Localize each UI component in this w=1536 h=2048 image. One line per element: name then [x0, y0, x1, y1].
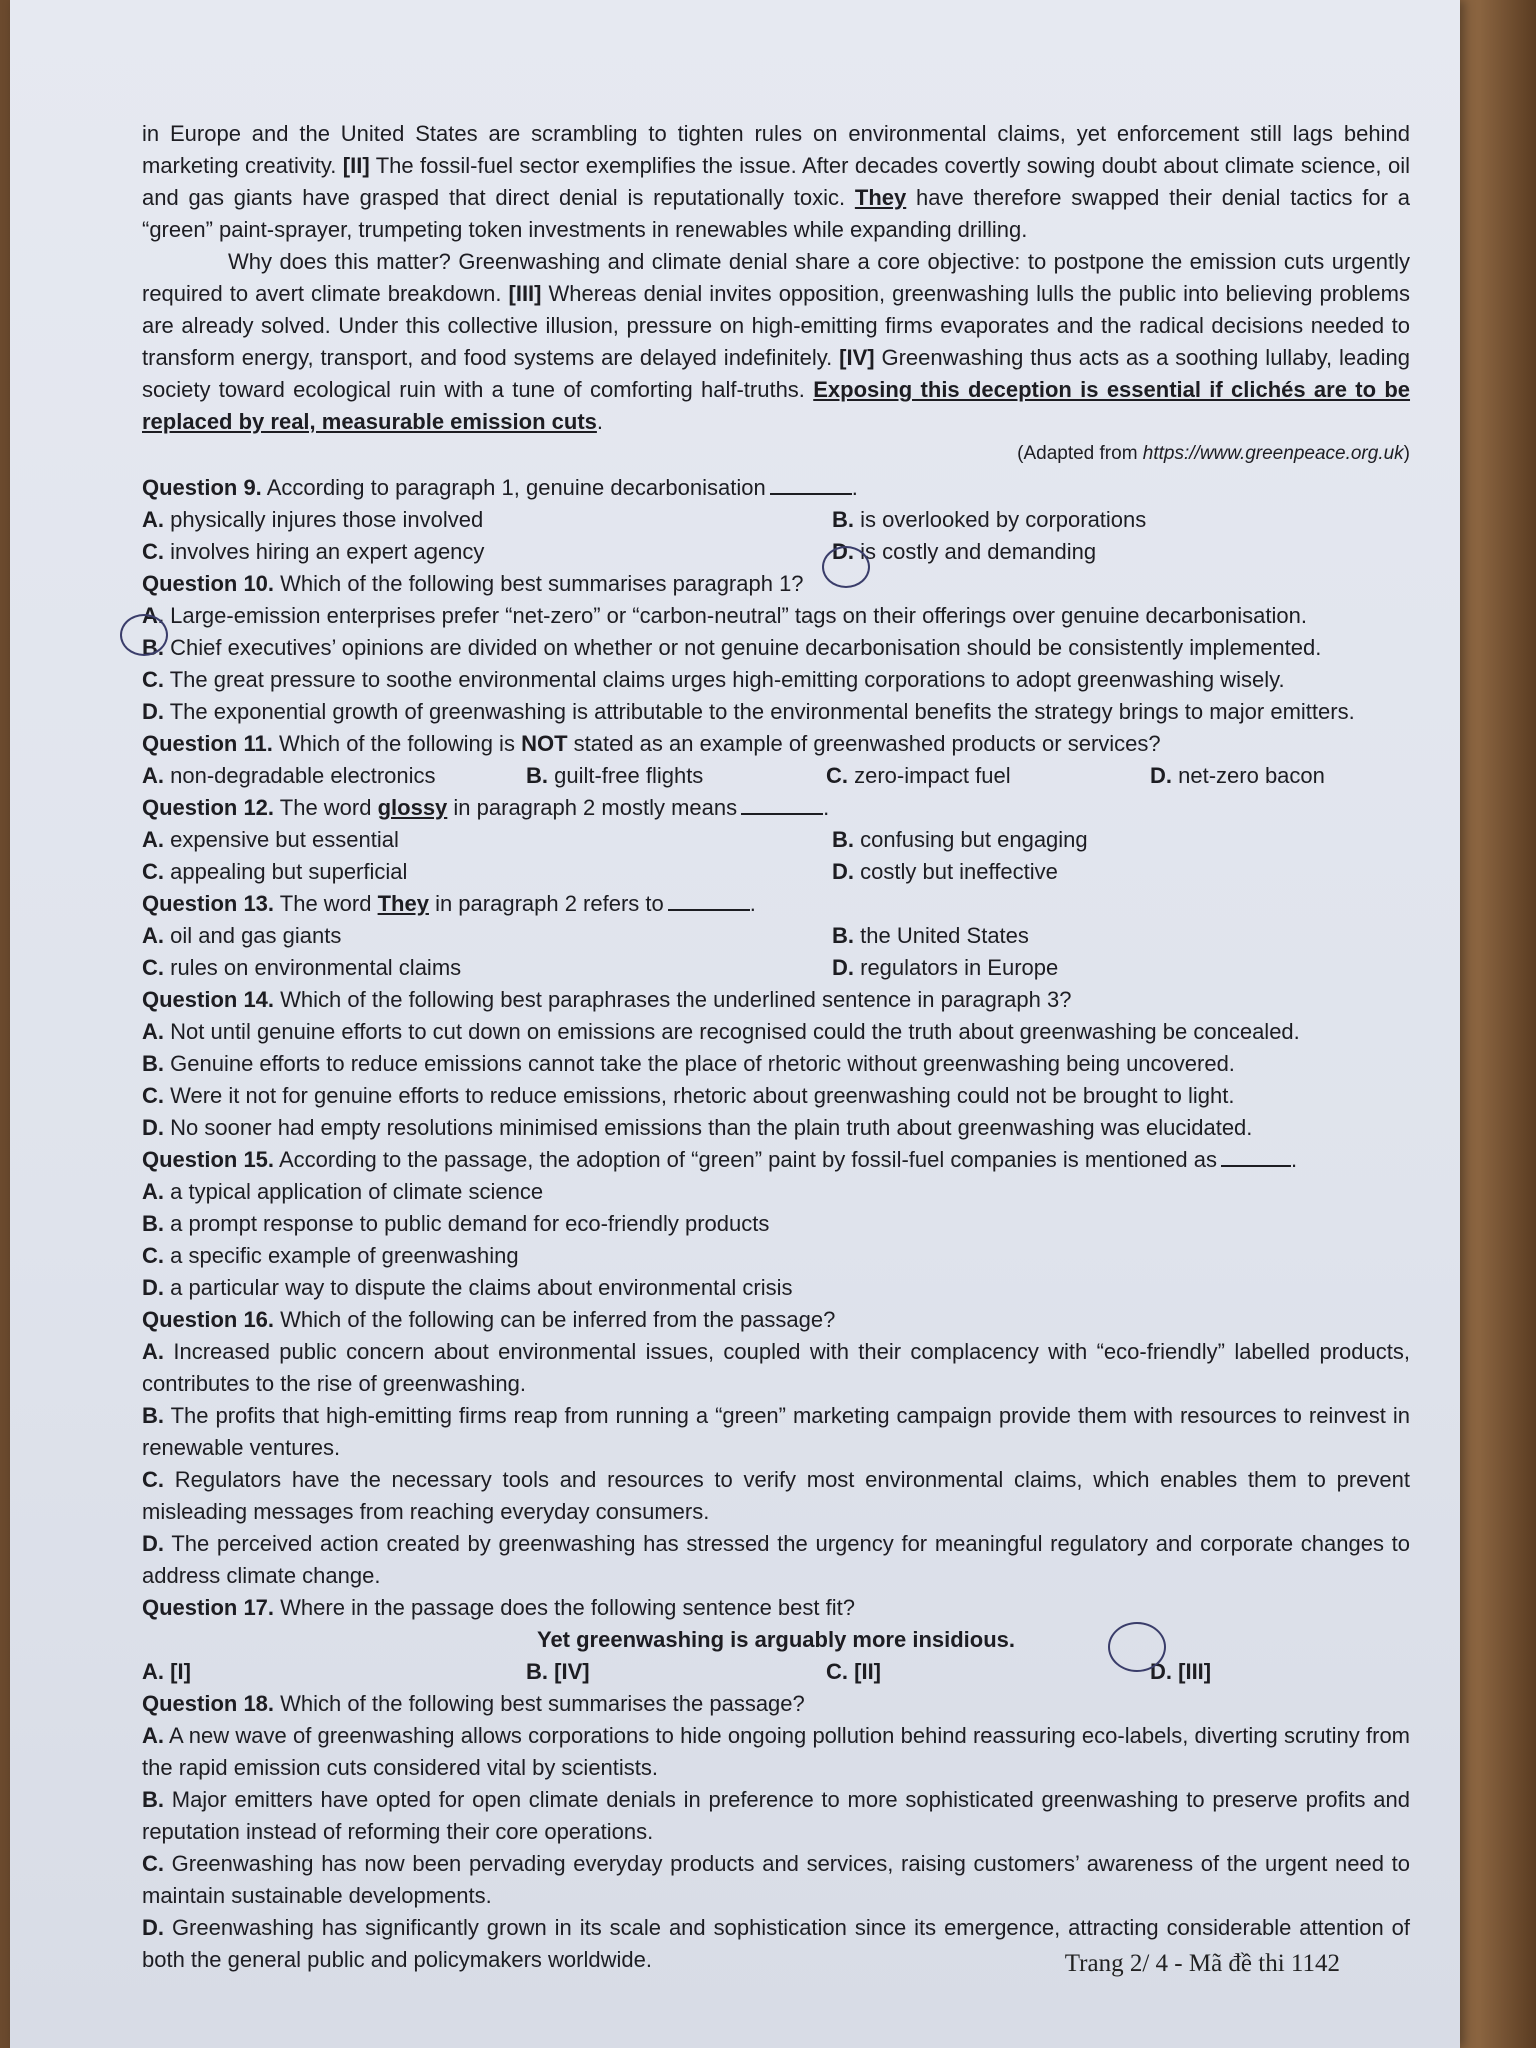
option-c[interactable]: C. rules on environmental claims	[142, 955, 462, 980]
question-12: Question 12. The word glossy in paragraph 2 mostly means .	[142, 795, 830, 820]
option-b[interactable]: B. Major emitters have opted for open climate denials in preference to more sophisticated greenwashing to preserve profits and reputation instead of reforming their core operations.	[142, 1787, 1411, 1844]
option-b[interactable]: B. Chief executives’ opinions are divided on whether or not genuine decarbonisation should be consistently implemented.	[142, 635, 1322, 660]
question-17: Question 17. Where in the passage does the following sentence best fit?	[142, 1595, 855, 1620]
answer-circle	[1108, 1622, 1166, 1672]
question-14: Question 14. Which of the following best paraphrases the underlined sentence in paragraph 3?	[142, 987, 1072, 1012]
option-b[interactable]: B. confusing but engaging	[832, 827, 1088, 852]
option-c[interactable]: C. Greenwashing has now been pervading everyday products and services, raising customers’ awareness of the urgent need to maintain sustainable developments.	[142, 1851, 1410, 1908]
question-13-options	[142, 920, 1410, 984]
answer-circle	[120, 614, 168, 656]
question-9: Question 9. According to paragraph 1, genuine decarbonisation .	[142, 475, 858, 500]
option-a[interactable]: A. A new wave of greenwashing allows corporations to hide ongoing pollution behind reassuring eco-labels, diverting scrutiny from the rapid emission cuts considered vital by scientists.	[142, 1723, 1411, 1780]
option-b[interactable]: B. The profits that high-emitting firms reap from running a “green” marketing campaign provide them with resources to reinvest in renewable ventures.	[142, 1403, 1410, 1460]
option-d[interactable]: D. No sooner had empty resolutions minimised emissions than the plain truth about greenwashing was elucidated.	[142, 1115, 1253, 1140]
question-17-options	[142, 1656, 1410, 1688]
question-13: Question 13. The word They in paragraph 2 refers to .	[142, 891, 756, 916]
underlined-sentence: Exposing this deception is essential if clichés are to be replaced by real, measurable emission cuts	[142, 377, 1411, 434]
option-b[interactable]: B. [IV]	[526, 1659, 590, 1684]
option-b[interactable]: B. Genuine efforts to reduce emissions cannot take the place of rhetoric without greenwashing being uncovered.	[142, 1051, 1235, 1076]
option-d[interactable]: D. a particular way to dispute the claims about environmental crisis	[142, 1275, 793, 1300]
option-a[interactable]: A. Not until genuine efforts to cut down on emissions are recognised could the truth about greenwashing be concealed.	[142, 1019, 1300, 1044]
option-b[interactable]: B. is overlooked by corporations	[832, 507, 1147, 532]
option-d[interactable]: D. [III]	[1150, 1659, 1212, 1684]
question-12-options	[142, 824, 1410, 888]
option-c[interactable]: C. Regulators have the necessary tools and resources to verify most environmental claims, which enables them to prevent misleading messages from reaching everyday consumers.	[142, 1467, 1410, 1524]
option-a[interactable]: A. physically injures those involved	[142, 507, 484, 532]
question-15: Question 15. According to the passage, the adoption of “green” paint by fossil-fuel companies is mentioned as .	[142, 1147, 1298, 1172]
option-c[interactable]: C. appealing but superficial	[142, 859, 408, 884]
option-a[interactable]: A. [I]	[142, 1659, 191, 1684]
question-9-options	[142, 504, 1410, 568]
option-a[interactable]: A. Large-emission enterprises prefer “net-zero” or “carbon-neutral” tags on their offerings over genuine decarbonisation.	[142, 603, 1307, 628]
option-a[interactable]: A. a typical application of climate science	[142, 1179, 544, 1204]
question-11-options	[142, 760, 1410, 792]
option-a[interactable]: A. oil and gas giants	[142, 923, 342, 948]
option-c[interactable]: C. The great pressure to soothe environmental claims urges high-emitting corporations to adopt greenwashing wisely.	[142, 667, 1285, 692]
question-16: Question 16. Which of the following can be inferred from the passage?	[142, 1307, 836, 1332]
option-b[interactable]: B. a prompt response to public demand for eco-friendly products	[142, 1211, 770, 1236]
option-d[interactable]: D. The perceived action created by greenwashing has stressed the urgency for meaningful regulatory and corporate changes to address climate change.	[142, 1531, 1410, 1588]
option-c[interactable]: C. a specific example of greenwashing	[142, 1243, 519, 1268]
option-d[interactable]: D. costly but ineffective	[832, 859, 1058, 884]
insert-sentence: Yet greenwashing is arguably more insidious.	[536, 1627, 1016, 1652]
option-d[interactable]: D. is costly and demanding	[832, 539, 1097, 564]
option-d[interactable]: D. Greenwashing has significantly grown in its scale and sophistication since its emergence, attracting considerable attention of both the general public and policymakers worldwide.	[142, 1915, 1410, 1972]
option-a[interactable]: A. expensive but essential	[142, 827, 399, 852]
option-b[interactable]: B. the United States	[832, 923, 1029, 948]
question-11: Question 11. Which of the following is NOT stated as an example of greenwashed products or services?	[142, 731, 1161, 756]
option-c[interactable]: C. involves hiring an expert agency	[142, 539, 485, 564]
question-18: Question 18. Which of the following best summarises the passage?	[142, 1691, 805, 1716]
option-d[interactable]: D. net-zero bacon	[1150, 763, 1325, 788]
passage-paragraph-3: Why does this matter? Greenwashing and climate denial share a core objective: to postpone the emission cuts urgently required to avert climate breakdown. [III] Whereas denial invites opposition, greenwashing lulls the public into believing problems are already solved. Under this collective illusion, pressure on high-emitting firms evaporates and the radical decisions needed to transform energy, transport, and food systems are delayed indefinitely. [IV] Greenwashing thus acts as a soothing lullaby, leading society toward ecological ruin with a tune of comforting half-truths. Exposing this deception is essential if clichés are to be replaced by real, measurable emission cuts.	[142, 249, 1411, 434]
option-d[interactable]: D. The exponential growth of greenwashing is attributable to the environmental benefits the strategy brings to major emitters.	[142, 699, 1355, 724]
question-10: Question 10. Which of the following best summarises paragraph 1?	[142, 571, 804, 596]
option-a[interactable]: A. Increased public concern about environmental issues, coupled with their complacency with “eco-friendly” labelled products, contributes to the rise of greenwashing.	[142, 1339, 1410, 1396]
option-d[interactable]: D. regulators in Europe	[832, 955, 1059, 980]
answer-circle	[822, 546, 870, 588]
option-a[interactable]: A. non-degradable electronics	[142, 763, 436, 788]
source-citation: (Adapted from https://www.greenpeace.org.uk)	[1017, 443, 1410, 464]
option-c[interactable]: C. [II]	[826, 1659, 882, 1684]
option-c[interactable]: C. zero-impact fuel	[826, 763, 1011, 788]
option-c[interactable]: C. Were it not for genuine efforts to reduce emissions, rhetoric about greenwashing could not be brought to light.	[142, 1083, 1235, 1108]
passage-paragraph-2-end: in Europe and the United States are scrambling to tighten rules on environmental claims, yet enforcement still lags behind marketing creativity. [II] The fossil-fuel sector exemplifies the issue. After decades covertly sowing doubt about climate science, oil and gas giants have grasped that direct denial is reputationally toxic. They have therefore swapped their denial tactics for a “green” paint-sprayer, trumpeting token investments in renewables while expanding drilling.	[142, 121, 1410, 242]
page-footer: Trang 2/ 4 - Mã đề thi 1142	[1064, 1950, 1340, 1977]
exam-content	[142, 118, 1410, 1976]
option-b[interactable]: B. guilt-free flights	[526, 763, 704, 788]
